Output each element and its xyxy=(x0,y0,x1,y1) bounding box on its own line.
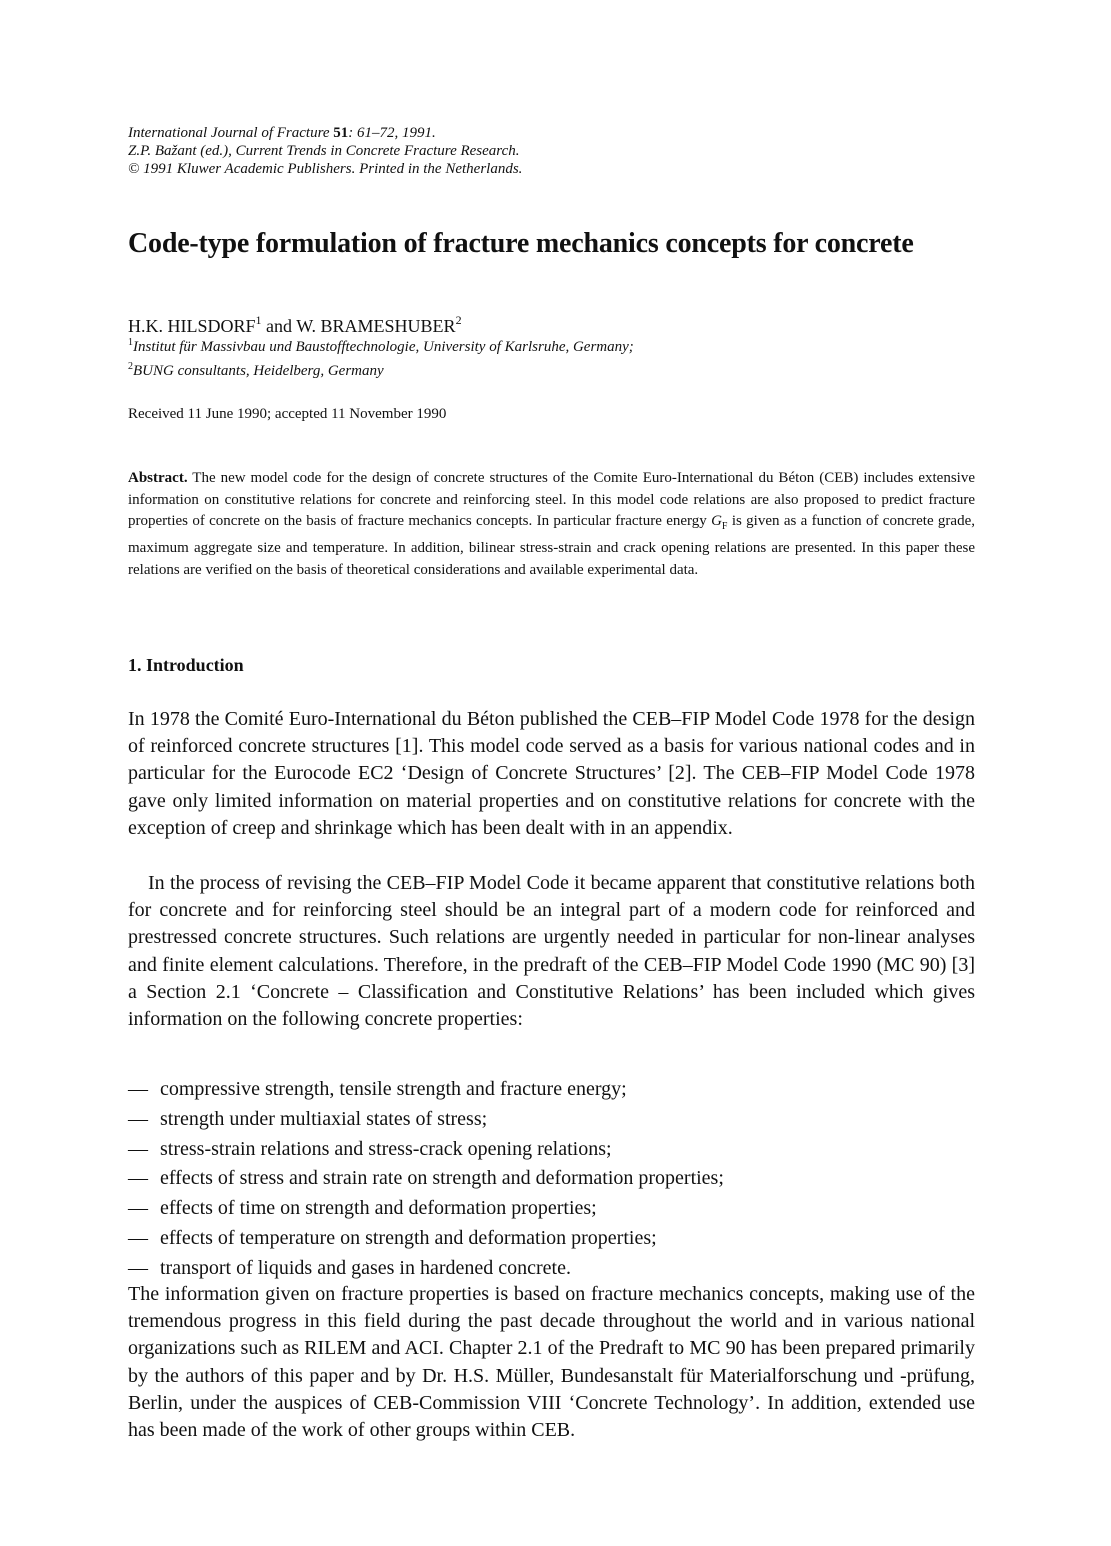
journal-header xyxy=(128,124,522,178)
body-paragraph: The information given on fracture properties is based on fracture mechanics concepts, making use of the tremendous progress in this field during the past decade throughout the world and in various national organizations such as RILEM and ACI. Chapter 2.1 of the Predraft to MC 90 has been prepared primarily by the authors of this paper and by Dr. H.S. Müller, Bundesanstalt für Materialforschung und -prüfung, Berlin, under the auspices of CEB-Commission VIII ‘Concrete Technology’. In addition, extended use has been made of the work of other groups within CEB. xyxy=(128,1283,975,1442)
affiliation: $^1$Institut für Massivbau und Baustofftechnologie, University of Karlsruhe, Germany; xyxy=(128,337,634,355)
affiliations xyxy=(128,333,634,381)
list-dash: — xyxy=(128,1137,148,1160)
paper-title: Code-type formulation of fracture mechanics concepts for concrete xyxy=(128,228,914,259)
list-dash: — xyxy=(128,1256,148,1279)
list-dash: — xyxy=(128,1197,148,1220)
received-dates: Received 11 June 1990; accepted 11 November 1990 xyxy=(128,406,447,422)
editor-line: Z.P. Bažant (ed.), Current Trends in Concrete Fracture Research. xyxy=(128,143,520,159)
author-line: H.K. HILSDORF$^1$ and W. BRAMESHUBER$^2$ xyxy=(128,313,462,336)
list-dash: — xyxy=(128,1107,148,1130)
list-item: — strength under multiaxial states of stress; xyxy=(128,1105,975,1135)
copyright-line: © 1991 Kluwer Academic Publishers. Printed in the Netherlands. xyxy=(128,161,523,177)
list-item: — stress-strain relations and stress-crack opening relations; xyxy=(128,1135,975,1165)
section-heading: 1. Introduction xyxy=(128,655,244,675)
affiliation-mark: 2 xyxy=(455,313,462,327)
author-name: W. BRAMESHUBER xyxy=(296,316,456,336)
list-item: — effects of time on strength and deformation properties; xyxy=(128,1194,975,1224)
list-item: — effects of stress and strain rate on strength and deformation properties; xyxy=(128,1164,975,1194)
property-list xyxy=(128,1075,975,1284)
journal-volume: 51 xyxy=(333,125,349,141)
abstract-label: Abstract. xyxy=(128,470,188,486)
body-paragraph: In the process of revising the CEB–FIP Model Code it became apparent that constitutive relations both for concrete and for reinforcing steel should be an integral part of a modern code for reinforced and prestressed concrete structures. Such relations are urgently needed in particular for non-linear analyses and finite element calculations. Therefore, in the predraft of the CEB–FIP Model Code 1990 (MC 90) [3] a Section 2.1 ‘Concrete – Classification and Constitutive Relations’ has been included which gives information on the following concrete properties: xyxy=(128,872,975,1031)
list-item: — effects of temperature on strength and deformation properties; xyxy=(128,1224,975,1254)
fracture-energy-symbol: G xyxy=(711,513,722,530)
list-item: — transport of liquids and gases in hardened concrete. xyxy=(128,1254,975,1284)
list-dash: — xyxy=(128,1226,148,1249)
abstract: Abstract. The new model code for the design of concrete structures of the Comite Euro-International du Béton (CEB) includes extensive information on constitutive relations for concrete and reinforcing steel. In this model code relations are also proposed to predict fracture properties of concrete on the basis of fracture mechanics concepts. In particular fracture energy $G_F$ is given as a function of concrete grade, maximum aggregate size and temperature. In addition, bilinear stress-strain and crack opening relations are presented. In this paper these relations are verified on the basis of theoretical considerations and available experimental data. xyxy=(128,470,975,578)
list-dash: — xyxy=(128,1167,148,1190)
affiliation: $^2$BUNG consultants, Heidelberg, Germany xyxy=(128,361,384,379)
list-item: — compressive strength, tensile strength and fracture energy; xyxy=(128,1075,975,1105)
list-dash: — xyxy=(128,1078,148,1100)
author-name: H.K. HILSDORF xyxy=(128,316,256,336)
body-paragraph: In 1978 the Comité Euro-International du Béton published the CEB–FIP Model Code 1978 for the design of reinforced concrete structures [1]. This model code served as a basis for various national codes and in particular for the Eurocode EC2 ‘Design of Concrete Structures’ [2]. The CEB–FIP Model Code 1978 gave only limited information on material properties and on constitutive relations for concrete with the exception of creep and shrinkage which has been dealt with in an appendix. xyxy=(128,708,975,839)
affiliation-mark: 1 xyxy=(255,313,262,327)
journal-citation-line: International Journal of Fracture 51: 61–72, 1991. xyxy=(128,125,436,141)
